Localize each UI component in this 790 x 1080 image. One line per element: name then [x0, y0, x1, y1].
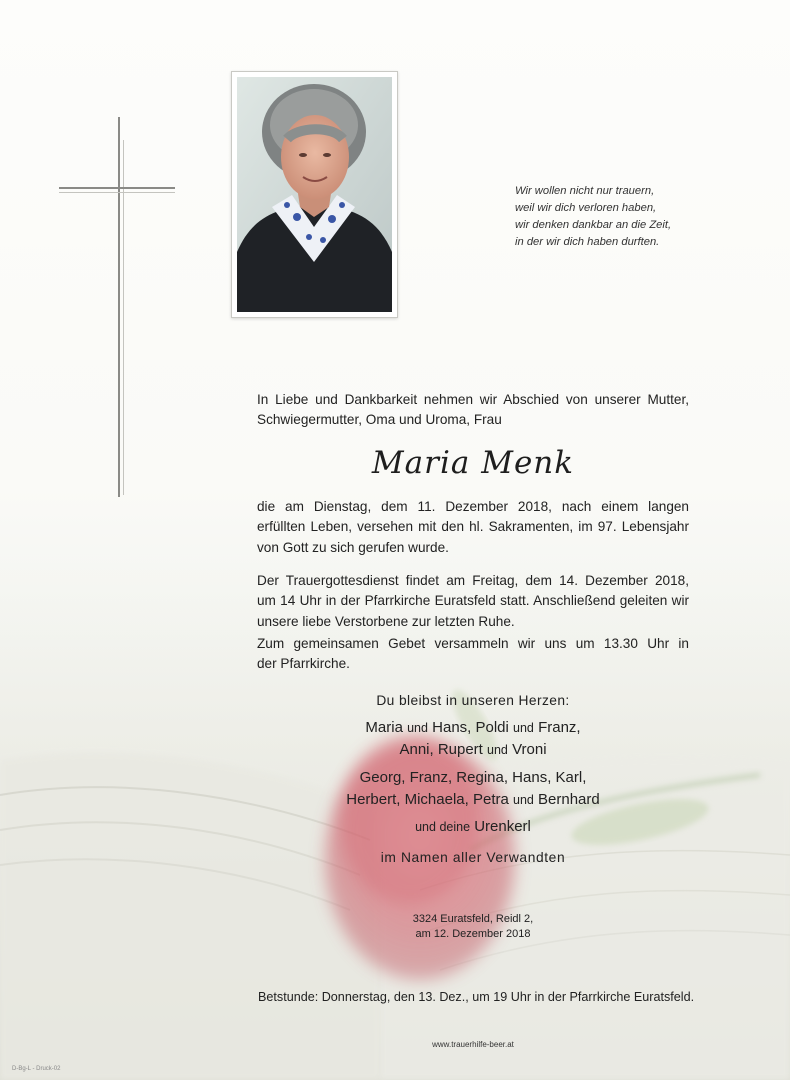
intro-line: Schwiegermutter, Oma und Uroma, Frau	[257, 412, 502, 428]
mourner-conjunction: und	[513, 793, 534, 807]
mourner-line	[257, 790, 689, 810]
cross-horizontal-bar	[59, 187, 175, 189]
portrait-photo-frame	[231, 71, 398, 318]
funeral-line: unsere liebe Verstorbene zur letzten Ruhe.	[257, 613, 515, 629]
mourners-closing: im Namen aller Verwandten	[380, 850, 566, 865]
deceased-name: Maria Menk	[371, 445, 575, 481]
quote-line: Wir wollen nicht nur trauern,	[515, 185, 655, 197]
mourner-conjunction: und deine	[415, 820, 471, 834]
funeral-line: Der Trauergottesdienst findet am Freitag, dem 14. Dezember 2018,	[257, 573, 689, 588]
death-notice-paragraph	[257, 497, 689, 558]
mourner-names: Hans, Poldi	[432, 719, 509, 736]
quote-line: in der wir dich haben durften.	[515, 236, 660, 248]
mourner-conjunction: und	[487, 743, 508, 757]
address-date: am 12. Dezember 2018	[415, 928, 531, 940]
prayer-paragraph	[257, 634, 689, 675]
intro-paragraph	[257, 390, 689, 431]
printer-mark: D-Bg-L - Druck-02	[12, 1066, 61, 1072]
death-notice-line: die am Dienstag, dem 11. Dezember 2018, nach einem langen	[257, 499, 689, 514]
quote-line: weil wir dich verloren haben,	[515, 202, 657, 214]
mourner-names: Franz,	[538, 719, 581, 736]
mourner-line	[257, 718, 689, 738]
prayer-line: Zum gemeinsamen Gebet versammeln wir uns um 13.30 Uhr in	[257, 636, 689, 651]
funeral-line: um 14 Uhr in der Pfarrkirche Euratsfeld statt. Anschließend geleiten wir	[257, 593, 689, 609]
quote-line: wir denken dankbar an die Zeit,	[515, 219, 672, 231]
address-line: 3324 Euratsfeld, Reidl 2,	[412, 913, 534, 925]
cross-vertical-shadow	[123, 140, 124, 495]
mourner-names: Anni, Rupert	[399, 741, 483, 758]
memorial-quote	[515, 183, 755, 251]
mourner-conjunction: und	[513, 721, 534, 735]
cross-vertical-bar	[118, 117, 120, 497]
cross-horizontal-shadow	[59, 192, 175, 193]
website-url: www.trauerhilfe-beer.at	[432, 1040, 514, 1049]
mourner-names: Maria	[365, 719, 403, 736]
intro-line: In Liebe und Dankbarkeit nehmen wir Abschied von unserer Mutter,	[257, 392, 689, 407]
mourner-line	[257, 817, 689, 837]
portrait-photo	[237, 77, 392, 312]
funeral-paragraph	[257, 571, 689, 632]
mourner-names: Vroni	[512, 741, 547, 758]
mourners-heading: Du bleibst in unseren Herzen:	[376, 693, 570, 708]
prayer-line: der Pfarrkirche.	[257, 656, 350, 672]
prayer-service-notice: Betstunde: Donnerstag, den 13. Dez., um 19 Uhr in der Pfarrkirche Euratsfeld.	[258, 990, 695, 1004]
mourner-names: Bernhard	[538, 791, 600, 808]
mourner-names: Urenkerl	[474, 818, 531, 835]
death-notice-line: von Gott zu sich gerufen wurde.	[257, 539, 449, 555]
mourner-conjunction: und	[407, 721, 428, 735]
mourner-names: Herbert, Michaela, Petra	[346, 791, 509, 808]
mourner-line	[257, 740, 689, 760]
mourner-line: Georg, Franz, Regina, Hans, Karl,	[359, 769, 587, 786]
death-notice-line: erfüllten Leben, versehen mit den hl. Sakramenten, im 97. Lebensjahr	[257, 519, 689, 535]
address-block	[257, 912, 689, 942]
